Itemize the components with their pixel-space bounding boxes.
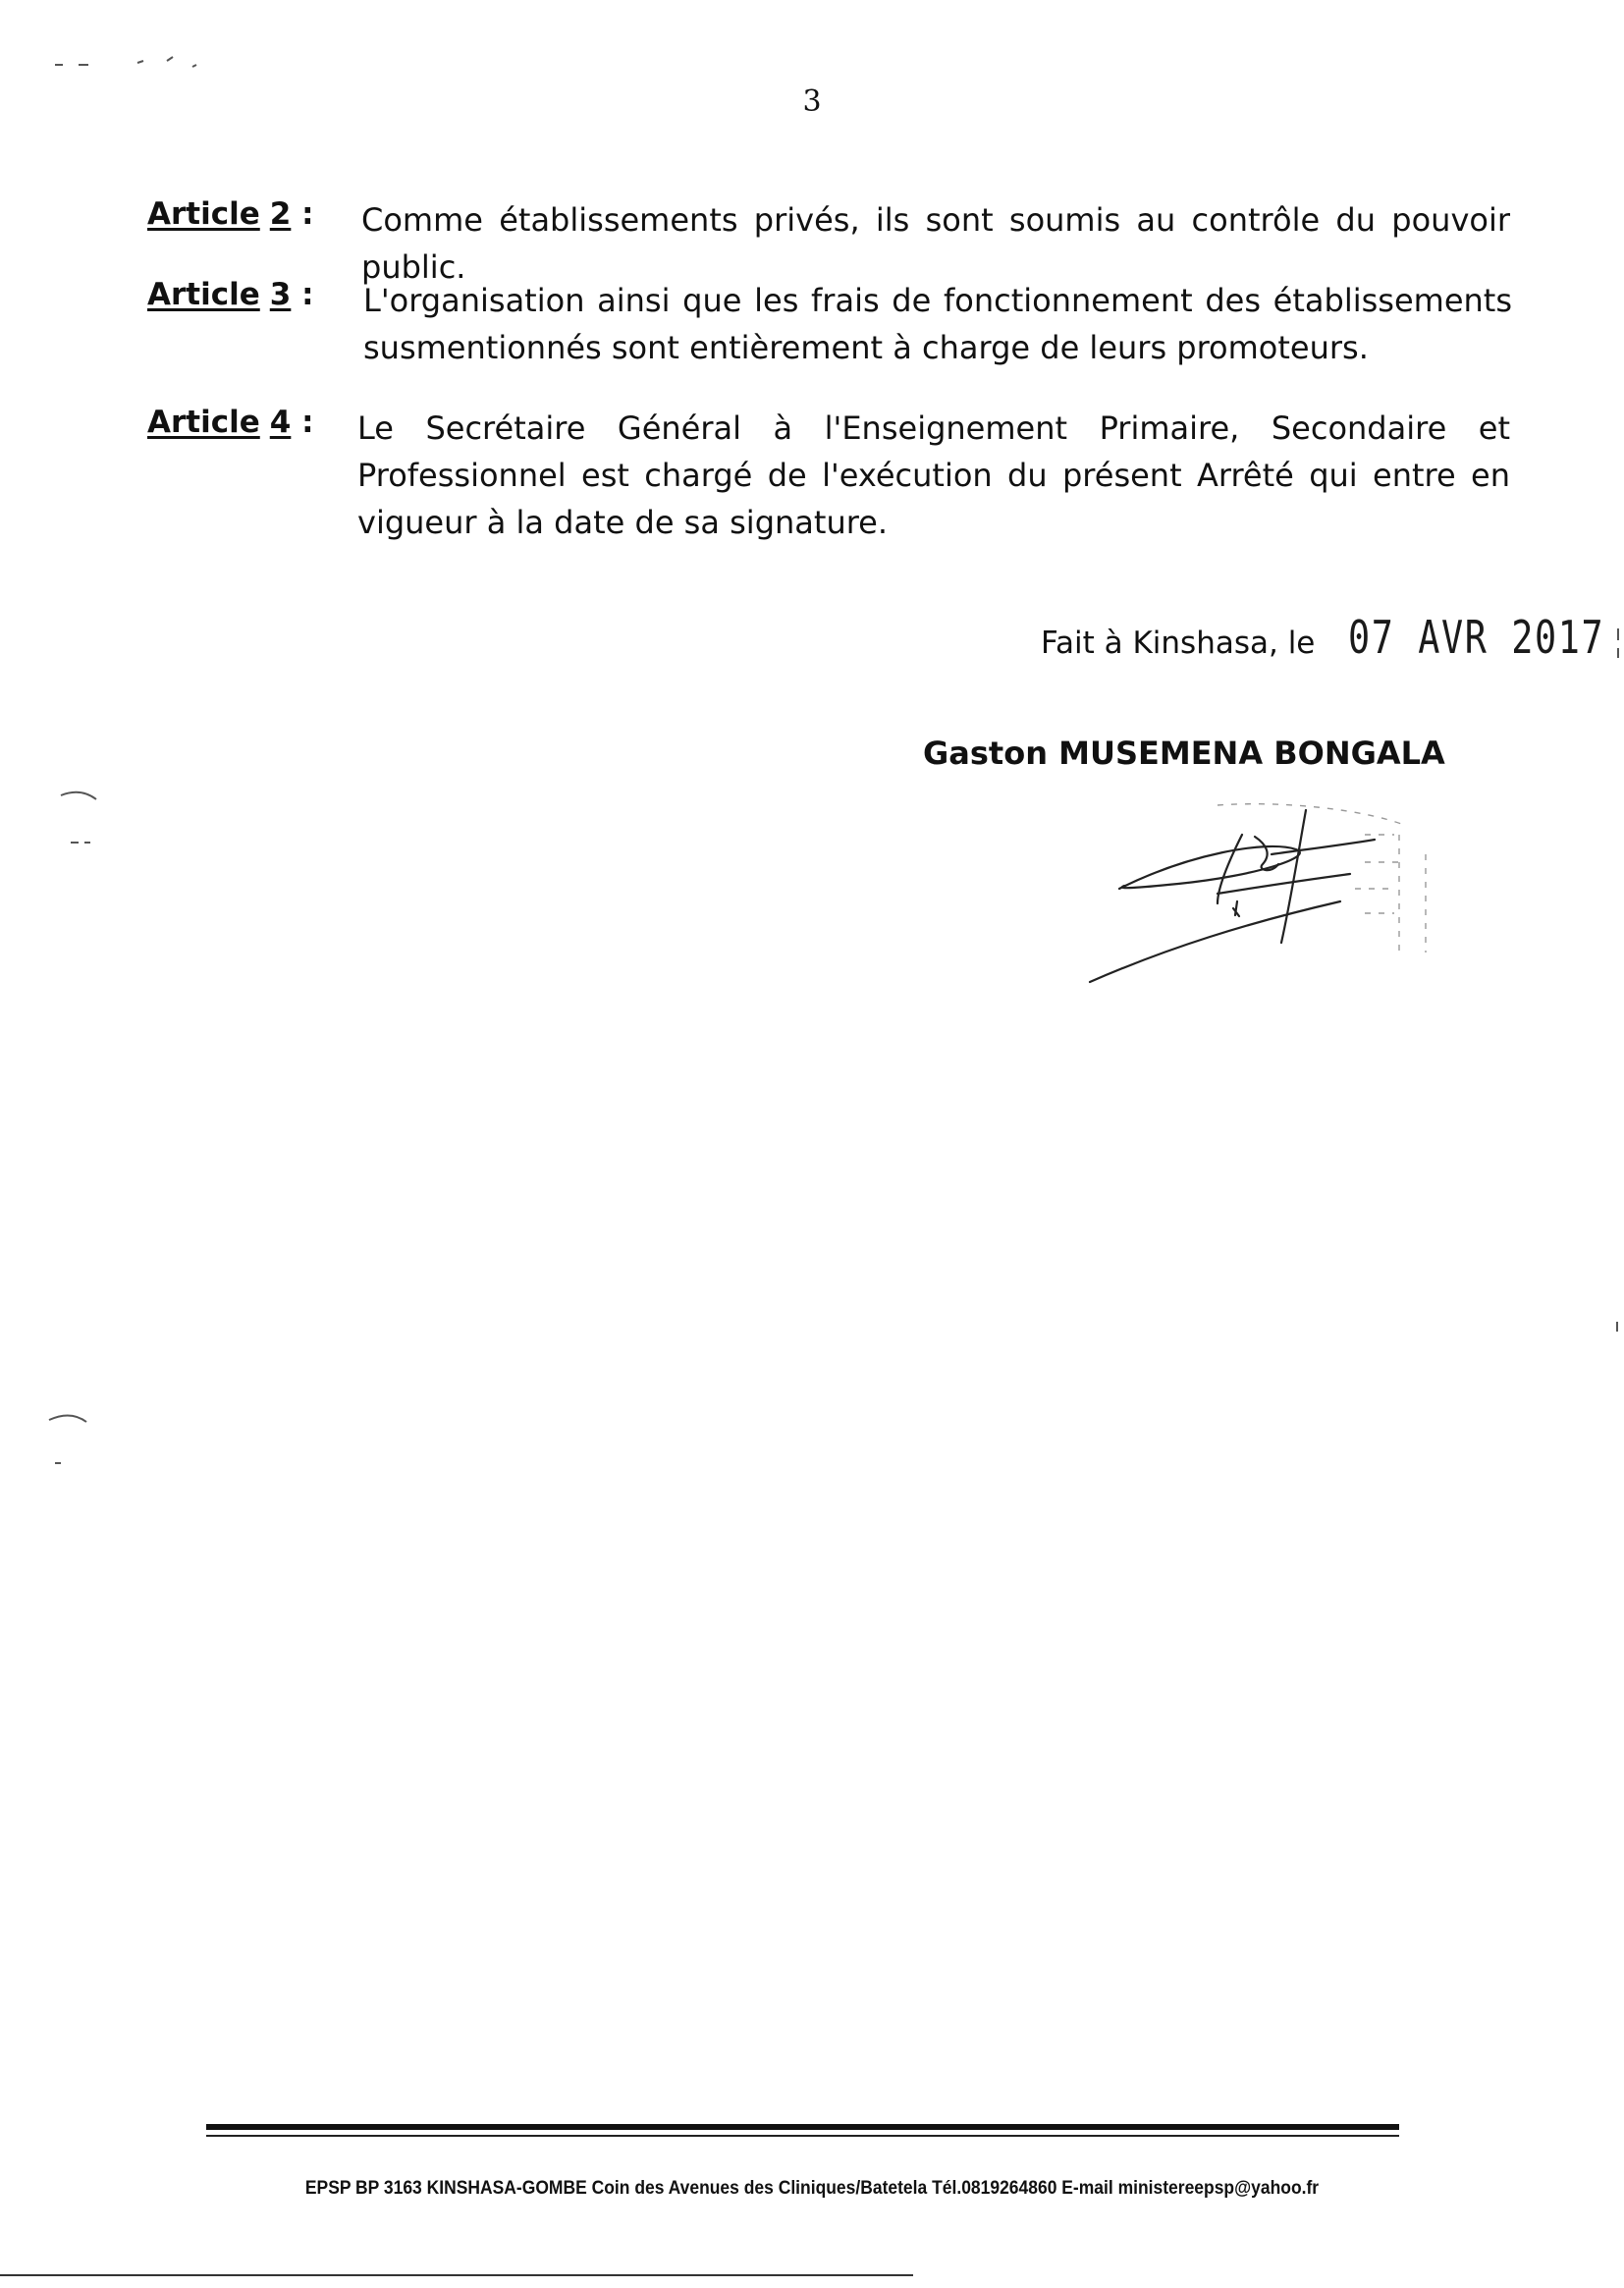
article-label: Article 3 :	[147, 277, 314, 312]
page-number: 3	[802, 84, 822, 119]
article-text: Comme établissements privés, ils sont soumis au contrôle du pouvoir public.	[361, 201, 1510, 286]
article-text: L'organisation ainsi que les frais de fonctionnement des établissements susmentionnés sont entièrement à charge de leurs promoteurs.	[363, 282, 1512, 366]
footer-address: EPSP BP 3163 KINSHASA-GOMBE Coin des Avenues des Cliniques/Batetela Tél.0819264860 E-mail ministereepsp@yahoo.fr	[304, 2178, 1320, 2199]
handwritten-signature	[1070, 795, 1483, 992]
bottom-scan-line	[0, 2274, 913, 2276]
signatory-name	[923, 735, 1445, 772]
footer-divider-thin	[206, 2135, 1399, 2137]
article-number: 4	[269, 405, 292, 440]
closing-place: Fait à Kinshasa, le	[1041, 626, 1316, 661]
closing-line	[1041, 611, 1624, 664]
article-label: Article 2 :	[147, 196, 314, 232]
article-number: 3	[269, 277, 292, 312]
signatory-last-name: MUSEMENA BONGALA	[1058, 735, 1445, 772]
article-number: 2	[269, 196, 292, 232]
footer-divider	[206, 2124, 1399, 2130]
article-text: Le Secrétaire Général à l'Enseignement Primaire, Secondaire et Professionnel est chargé de l'exécution du présent Arrêté qui entre en vigueur à la date de sa signature.	[357, 409, 1510, 541]
date-stamp: 07 AVR 2017	[1348, 611, 1605, 664]
article-label: Article 4 :	[147, 405, 314, 440]
signatory-first-name: Gaston	[923, 735, 1048, 772]
